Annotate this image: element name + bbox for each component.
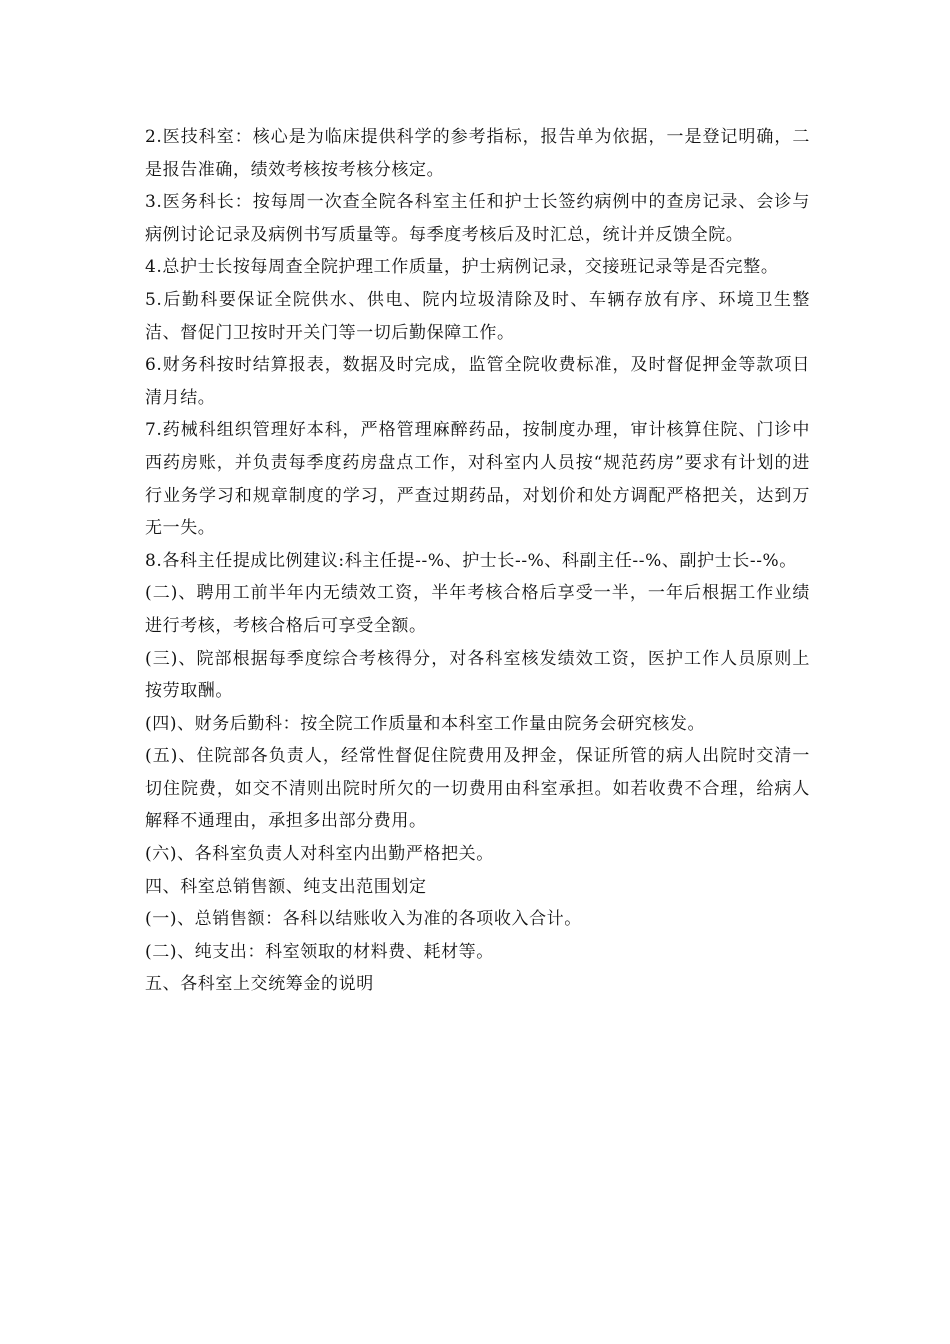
paragraph-item-5-logistics: 5.后勤科要保证全院供水、供电、院内垃圾清除及时、车辆存放有序、环境卫生整洁、督促门卫按时开关门等一切后勤保障工作。: [145, 289, 810, 343]
paragraph-section-3-quarterly: (三)、院部根据每季度综合考核得分，对各科室核发绩效工资，医护工作人员原则上按劳取酬。: [145, 648, 810, 702]
section-heading-5-pooling-fund: 五、各科室上交统筹金的说明: [145, 974, 374, 995]
paragraph-section-5-inpatient: (五)、住院部各负责人，经常性督促住院费用及押金，保证所管的病人出院时交清一切住院费，如交不清则出院时所欠的一切费用由科室承担。如若收费不合理，给病人解释不通理由，承担多出部分费用。: [145, 746, 810, 832]
paragraph-item-7-pharmacy: 7.药械科组织管理好本科，严格管理麻醉药品，按制度办理，审计核算住院、门诊中西药房账，并负责每季度药房盘点工作，对科室内人员按“规范药房”要求有计划的进行业务学习和规章制度的学习，严查过期药品，对划价和处方调配严格把关，达到万无一失。: [145, 420, 810, 539]
paragraph-subsection-2-net-expense: (二)、纯支出：科室领取的材料费、耗材等。: [145, 941, 494, 962]
paragraph-item-6-finance: 6.财务科按时结算报表，数据及时完成，监管全院收费标准，及时督促押金等款项日清月结。: [145, 355, 810, 408]
paragraph-section-2-new-hires: (二)、聘用工前半年内无绩效工资，半年考核合格后享受一半，一年后根据工作业绩进行考核，考核合格后可享受全额。: [145, 583, 810, 636]
document-page: [145, 121, 810, 1001]
paragraph-section-4-finance-logistics: (四)、财务后勤科：按全院工作质量和本科室工作量由院务会研究核发。: [145, 713, 706, 734]
paragraph-item-2-medtech: 2.医技科室：核心是为临床提供科学的参考指标，报告单为依据，一是登记明确，二是报告准确，绩效考核按考核分核定。: [145, 127, 810, 180]
paragraph-item-4-head-nurse: 4.总护士长按每周查全院护理工作质量，护士病例记录，交接班记录等是否完整。: [145, 257, 779, 278]
paragraph-item-3-medical-affairs: 3.医务科长：按每周一次查全院各科室主任和护士长签约病例中的查房记录、会诊与病例讨论记录及病例书写质量等。每季度考核后及时汇总，统计并反馈全院。: [145, 192, 810, 245]
paragraph-subsection-1-total-sales: (一)、总销售额：各科以结账收入为准的各项收入合计。: [145, 909, 582, 930]
paragraph-item-8-commission: 8.各科主任提成比例建议:科主任提--%、护士长--%、科副主任--%、副护士长--%。: [145, 550, 797, 571]
section-heading-4-sales-scope: 四、科室总销售额、纯支出范围划定: [145, 876, 427, 897]
paragraph-section-6-attendance: (六)、各科室负责人对科室内出勤严格把关。: [145, 844, 494, 865]
